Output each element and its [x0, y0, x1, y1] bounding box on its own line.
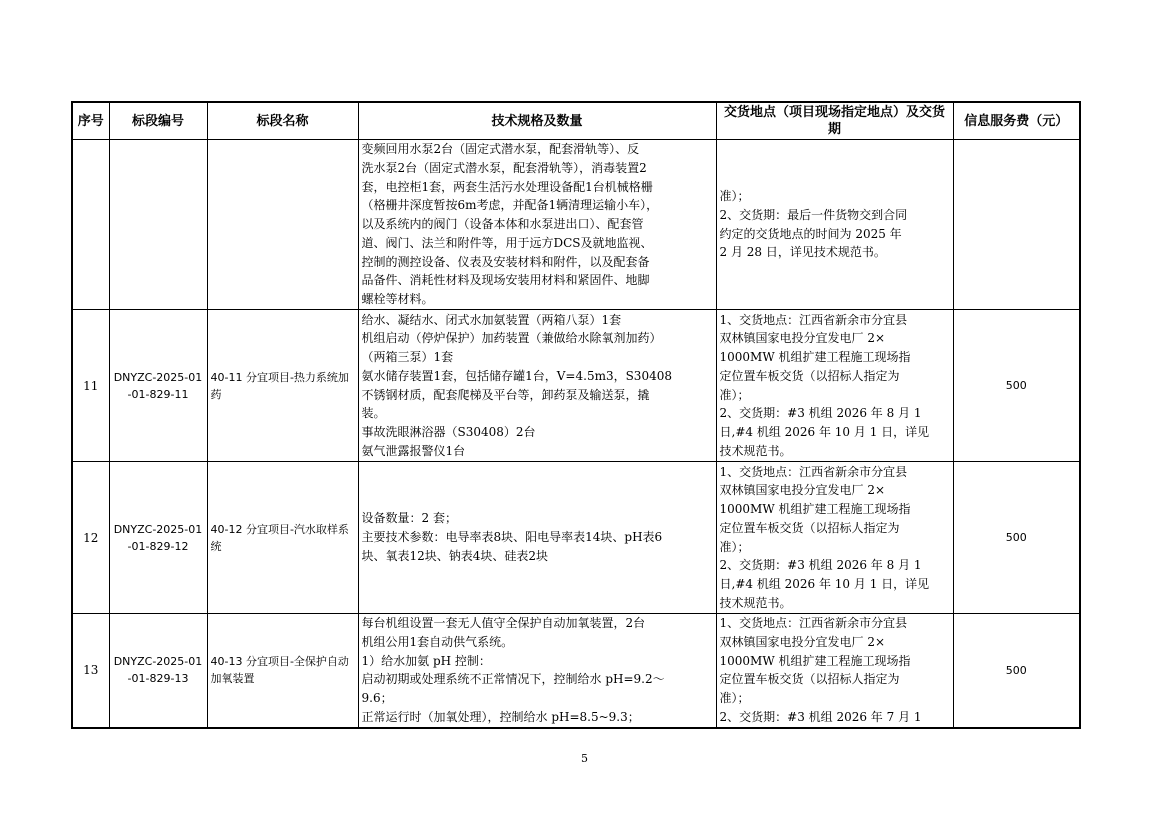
delivery-line: 1、交货地点：江西省新余市分宜县 — [719, 464, 908, 479]
delivery-line: 2 月 28 日，详见技术规范书。 — [719, 245, 886, 260]
row-tech — [358, 614, 716, 728]
row-delivery — [716, 140, 953, 310]
row-delivery — [716, 462, 953, 614]
delivery-line: 1000MW 机组扩建工程施工现场指 — [719, 502, 911, 517]
delivery-line: 技术规范书。 — [719, 595, 792, 610]
delivery-line: 2、交货期：#3 机组 2026 年 7 月 1 — [719, 709, 922, 724]
header-name: 标段名称 — [207, 102, 358, 140]
tech-line: 以及系统内的阀门（设备本体和水泵进出口）、配套管 — [361, 217, 644, 232]
header-seq: 序号 — [72, 102, 109, 140]
row-code — [109, 140, 207, 310]
delivery-line: 准）； — [719, 690, 750, 705]
tech-line: 每台机组设置一套无人值守全保护自动加氧装置，2台 — [361, 616, 646, 631]
tech-line: 变频回用水泵2台（固定式潜水泵，配套滑轨等）、反 — [361, 142, 640, 157]
delivery-line: 日,#4 机组 2026 年 10 月 1 日，详见 — [719, 424, 930, 439]
header-code: 标段编号 — [109, 102, 207, 140]
delivery-line: 日,#4 机组 2026 年 10 月 1 日，详见 — [719, 576, 930, 591]
tech-line: 事故洗眼淋浴器（S30408）2台 — [361, 424, 536, 439]
delivery-line: 1、交货地点：江西省新余市分宜县 — [719, 616, 908, 631]
delivery-line: 1000MW 机组扩建工程施工现场指 — [719, 350, 911, 365]
delivery-line: 定位置车板交货（以招标人指定为 — [719, 520, 900, 535]
delivery-line: 准）； — [719, 189, 750, 204]
delivery-line: 准）； — [719, 387, 750, 402]
row-seq: 12 — [72, 462, 109, 614]
tech-line: 块、氧表12块、钠表4块、硅表2块 — [361, 548, 549, 563]
tech-line: 设备数量：2 套； — [361, 511, 457, 526]
tech-line: 氨气泄露报警仪1台 — [361, 443, 466, 458]
tech-line: 氨水储存装置1套，包括储存罐1台，V=4.5m3，S30408 — [361, 368, 672, 383]
header-delivery: 交货地点（项目现场指定地点）及交货期 — [716, 102, 953, 140]
row-delivery — [716, 310, 953, 462]
tech-line: 控制的测控设备、仪表及安装材料和附件，以及配套备 — [361, 254, 650, 269]
page-number: 5 — [581, 752, 588, 765]
header-fee: 信息服务费（元） — [953, 102, 1080, 140]
tech-line: 机组启动（停炉保护）加药装置（兼做给水除氧剂加药） — [361, 331, 662, 346]
tech-line: （两箱三泵）1套 — [361, 350, 454, 365]
tech-line: 主要技术参数：电导率表8块、阳电导率表14块、pH表6 — [361, 530, 663, 545]
delivery-line: 双林镇国家电投分宜发电厂 2× — [719, 483, 886, 498]
delivery-line: 1000MW 机组扩建工程施工现场指 — [719, 653, 911, 668]
tech-line: 不锈钢材质，配套爬梯及平台等，卸药泵及输送泵，撬 — [361, 387, 650, 402]
row-tech — [358, 462, 716, 614]
row-seq: 13 — [72, 614, 109, 728]
tech-line: 品备件、消耗性材料及现场安装用材料和紧固件、地脚 — [361, 273, 650, 288]
tech-line: 给水、凝结水、闭式水加氨装置（两箱八泵）1套 — [361, 312, 622, 327]
delivery-line: 准）； — [719, 539, 750, 554]
table-header-row — [72, 102, 1080, 140]
row-tech — [358, 140, 716, 310]
tech-line: 启动初期或处理系统不正常情况下，控制给水 pH=9.2～ — [361, 672, 665, 687]
delivery-line: 1、交货地点：江西省新余市分宜县 — [719, 312, 908, 327]
delivery-line: 定位置车板交货（以招标人指定为 — [719, 672, 900, 687]
header-tech: 技术规格及数量 — [358, 102, 716, 140]
row-fee: 500 — [953, 310, 1080, 462]
table-row — [72, 140, 1080, 310]
bid-sections-table — [71, 101, 1081, 729]
delivery-line: 2、交货期：#3 机组 2026 年 8 月 1 — [719, 406, 922, 421]
tech-line: 机组公用1套自动供气系统。 — [361, 634, 514, 649]
delivery-line: 双林镇国家电投分宜发电厂 2× — [719, 331, 886, 346]
tech-line: 1）给水加氨 pH 控制： — [361, 653, 491, 668]
table-row — [72, 310, 1080, 462]
row-seq — [72, 140, 109, 310]
row-tech — [358, 310, 716, 462]
tech-line: 洗水泵2台（固定式潜水泵，配套滑轨等），消毒装置2 — [361, 161, 647, 176]
delivery-line: 定位置车板交货（以招标人指定为 — [719, 368, 900, 383]
delivery-line: 双林镇国家电投分宜发电厂 2× — [719, 634, 886, 649]
table-row — [72, 614, 1080, 728]
row-fee: 500 — [953, 614, 1080, 728]
row-seq: 11 — [72, 310, 109, 462]
row-code: DNYZC-2025-01-01-829-11 — [109, 310, 207, 462]
row-name: 40-11 分宜项目-热力系统加药 — [207, 310, 358, 462]
tech-line: 道、阀门、法兰和附件等，用于远方DCS及就地监视、 — [361, 235, 653, 250]
row-name: 40-13 分宜项目-全保护自动加氧装置 — [207, 614, 358, 728]
delivery-line: 2、交货期：最后一件货物交到合同 — [719, 207, 908, 222]
tech-line: 装。 — [361, 406, 386, 421]
row-delivery — [716, 614, 953, 728]
row-name — [207, 140, 358, 310]
delivery-line: 2、交货期：#3 机组 2026 年 8 月 1 — [719, 558, 922, 573]
tech-line: 9.6； — [361, 690, 393, 705]
row-fee — [953, 140, 1080, 310]
delivery-line: 技术规范书。 — [719, 443, 792, 458]
delivery-line: 约定的交货地点的时间为 2025 年 — [719, 226, 902, 241]
tech-line: 套，电控柜1套，两套生活污水处理设备配1台机械格栅 — [361, 179, 653, 194]
tech-line: （格栅井深度暂按6m考虑，并配备1辆清理运输小车）， — [361, 198, 659, 213]
row-name: 40-12 分宜项目-汽水取样系统 — [207, 462, 358, 614]
tech-line: 螺栓等材料。 — [361, 291, 434, 306]
tech-line: 正常运行时（加氧处理），控制给水 pH=8.5~9.3； — [361, 709, 640, 724]
row-code: DNYZC-2025-01-01-829-13 — [109, 614, 207, 728]
row-fee: 500 — [953, 462, 1080, 614]
row-code: DNYZC-2025-01-01-829-12 — [109, 462, 207, 614]
table-row — [72, 462, 1080, 614]
